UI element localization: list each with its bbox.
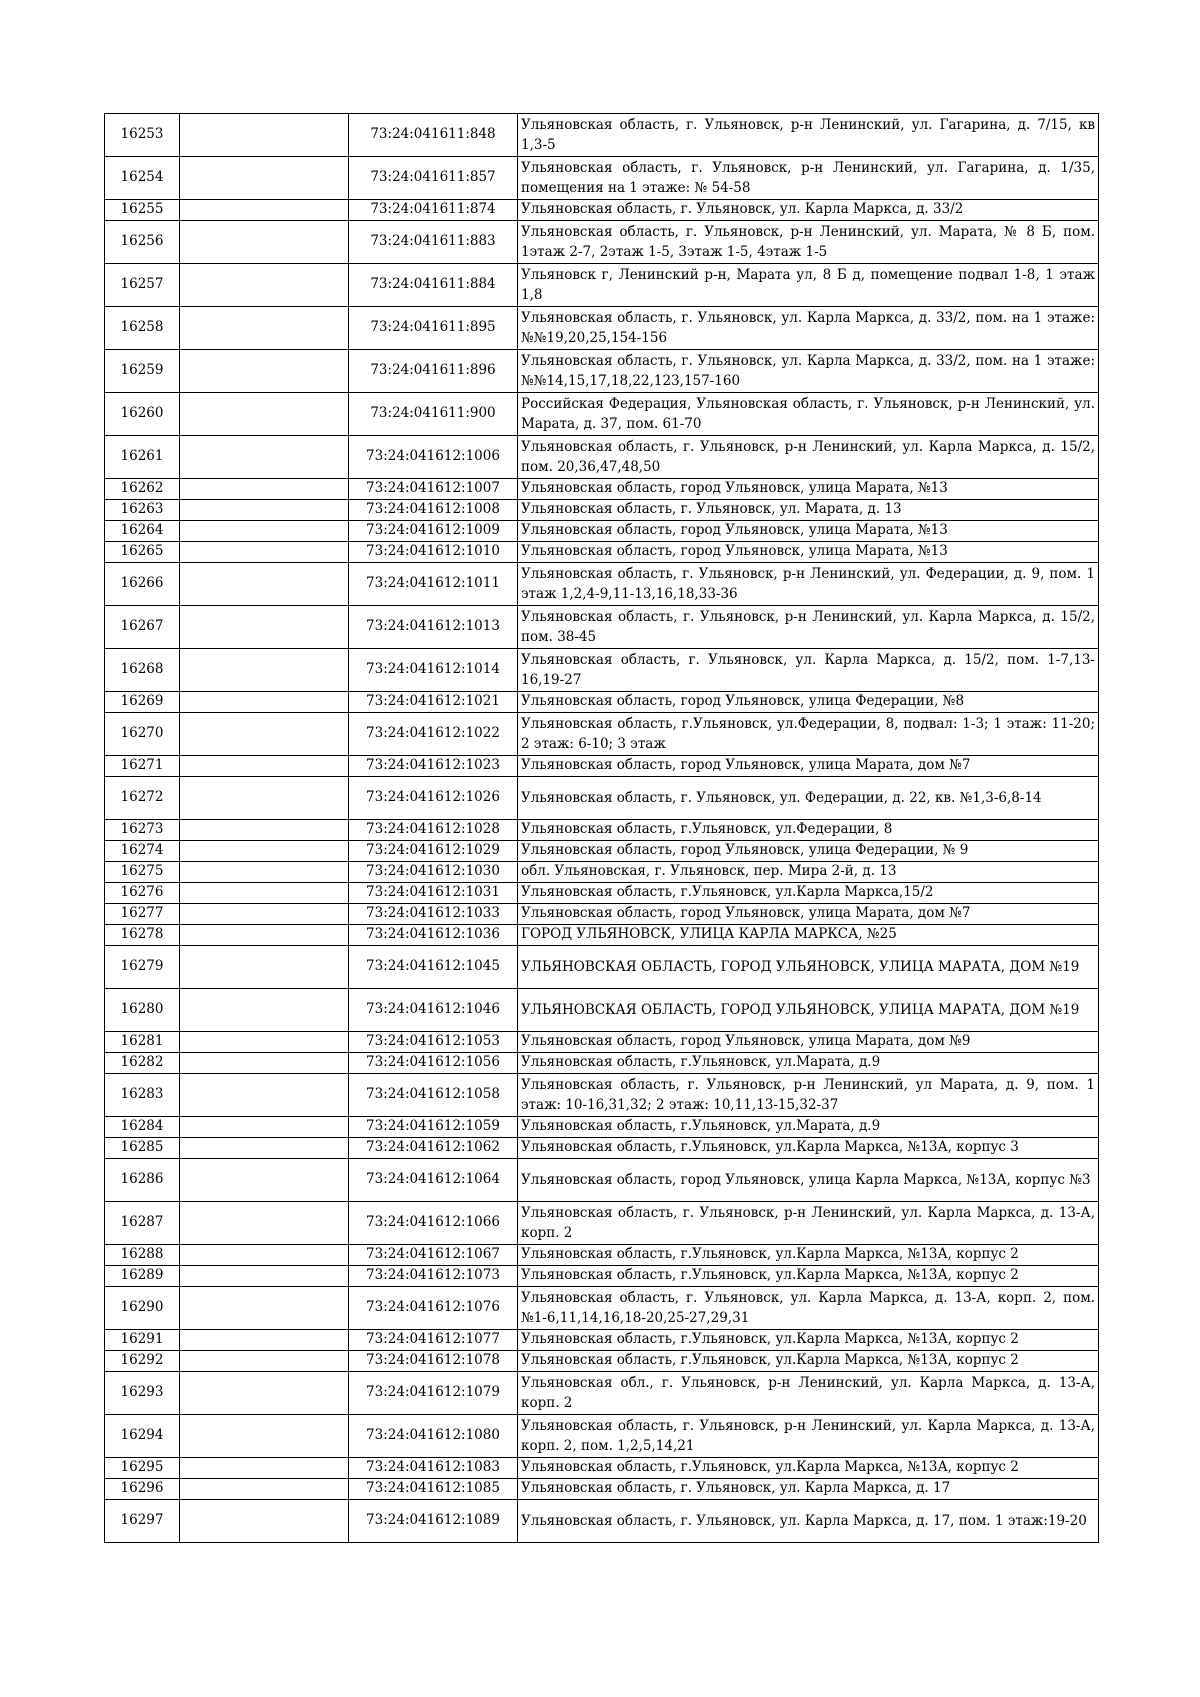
table-row: [105, 1372, 1099, 1415]
blank-cell: [180, 1415, 349, 1458]
row-number-cell: 16267: [105, 606, 180, 649]
table-row: [105, 1202, 1099, 1245]
cadastral-number-cell: 73:24:041612:1023: [349, 756, 518, 777]
address-cell: Ульяновская область, город Ульяновск, улица Марата, №13: [518, 479, 1099, 500]
row-number-cell: 16261: [105, 436, 180, 479]
address-cell: Ульяновская область, г. Ульяновск, ул. Карла Маркса, д. 13-А, корп. 2, пом. №1-6,11,14,16,18-20,25-27,29,31: [518, 1287, 1099, 1330]
table-row: [105, 606, 1099, 649]
address-cell: Ульяновская область, г. Ульяновск, р-н Ленинский, ул. Карла Маркса, д. 15/2, пом. 38-45: [518, 606, 1099, 649]
table-row: [105, 436, 1099, 479]
address-cell: Ульяновская область, город Ульяновск, улица Марата, №13: [518, 542, 1099, 563]
row-number-cell: 16266: [105, 563, 180, 606]
address-cell: Ульяновская область, г.Ульяновск, ул.Федерации, 8: [518, 820, 1099, 841]
cadastral-number-cell: 73:24:041612:1083: [349, 1458, 518, 1479]
row-number-cell: 16260: [105, 393, 180, 436]
row-number-cell: 16255: [105, 200, 180, 221]
table-row: [105, 1159, 1099, 1202]
address-cell: Ульяновская область, город Ульяновск, улица Марата, дом №7: [518, 904, 1099, 925]
cadastral-number-cell: 73:24:041612:1076: [349, 1287, 518, 1330]
table-row: [105, 542, 1099, 563]
table-row: [105, 1266, 1099, 1287]
cadastral-number-cell: 73:24:041612:1078: [349, 1351, 518, 1372]
table-row: [105, 1351, 1099, 1372]
blank-cell: [180, 841, 349, 862]
cadastral-number-cell: 73:24:041612:1067: [349, 1245, 518, 1266]
row-number-cell: 16294: [105, 1415, 180, 1458]
row-number-cell: 16259: [105, 350, 180, 393]
table-row: [105, 756, 1099, 777]
row-number-cell: 16270: [105, 713, 180, 756]
blank-cell: [180, 820, 349, 841]
address-cell: Ульяновская область, г.Ульяновск, ул.Карла Маркса,15/2: [518, 883, 1099, 904]
address-cell: Ульяновская область, г. Ульяновск, ул. Федерации, д. 22, кв. №1,3-6,8-14: [518, 777, 1099, 820]
table-row: [105, 200, 1099, 221]
row-number-cell: 16282: [105, 1053, 180, 1074]
row-number-cell: 16283: [105, 1074, 180, 1117]
blank-cell: [180, 1245, 349, 1266]
cadastral-number-cell: 73:24:041612:1053: [349, 1032, 518, 1053]
blank-cell: [180, 606, 349, 649]
blank-cell: [180, 521, 349, 542]
blank-cell: [180, 563, 349, 606]
address-cell: Ульяновск г, Ленинский р-н, Марата ул, 8 Б д, помещение подвал 1-8, 1 этаж 1,8: [518, 264, 1099, 307]
row-number-cell: 16288: [105, 1245, 180, 1266]
cadastral-number-cell: 73:24:041612:1089: [349, 1500, 518, 1543]
row-number-cell: 16253: [105, 114, 180, 157]
table-row: [105, 393, 1099, 436]
blank-cell: [180, 1330, 349, 1351]
row-number-cell: 16287: [105, 1202, 180, 1245]
cadastral-number-cell: 73:24:041612:1029: [349, 841, 518, 862]
row-number-cell: 16285: [105, 1138, 180, 1159]
row-number-cell: 16271: [105, 756, 180, 777]
cadastral-number-cell: 73:24:041611:895: [349, 307, 518, 350]
cadastral-number-cell: 73:24:041612:1045: [349, 946, 518, 989]
blank-cell: [180, 1287, 349, 1330]
blank-cell: [180, 500, 349, 521]
registry-table-body: [105, 114, 1099, 1543]
cadastral-number-cell: 73:24:041612:1033: [349, 904, 518, 925]
table-row: [105, 1138, 1099, 1159]
cadastral-number-cell: 73:24:041612:1079: [349, 1372, 518, 1415]
cadastral-number-cell: 73:24:041612:1030: [349, 862, 518, 883]
blank-cell: [180, 883, 349, 904]
address-cell: Ульяновская область, г.Ульяновск, ул.Карла Маркса, №13А, корпус 3: [518, 1138, 1099, 1159]
address-cell: Ульяновская область, г. Ульяновск, р-н Ленинский, ул. Гагарина, д. 1/35, помещения на 1 этаже: № 54-58: [518, 157, 1099, 200]
row-number-cell: 16264: [105, 521, 180, 542]
cadastral-number-cell: 73:24:041612:1036: [349, 925, 518, 946]
cadastral-number-cell: 73:24:041612:1011: [349, 563, 518, 606]
table-row: [105, 777, 1099, 820]
blank-cell: [180, 1458, 349, 1479]
row-number-cell: 16280: [105, 989, 180, 1032]
address-cell: Ульяновская область, г.Ульяновск, ул.Карла Маркса, №13А, корпус 2: [518, 1458, 1099, 1479]
cadastral-number-cell: 73:24:041612:1022: [349, 713, 518, 756]
blank-cell: [180, 1202, 349, 1245]
row-number-cell: 16296: [105, 1479, 180, 1500]
table-row: [105, 1415, 1099, 1458]
address-cell: обл. Ульяновская, г. Ульяновск, пер. Мира 2-й, д. 13: [518, 862, 1099, 883]
property-registry-table: [104, 113, 1099, 1543]
address-cell: Ульяновская область, город Ульяновск, улица Карла Маркса, №13А, корпус №3: [518, 1159, 1099, 1202]
table-row: [105, 264, 1099, 307]
blank-cell: [180, 1074, 349, 1117]
address-cell: Ульяновская область, г. Ульяновск, ул. Карла Маркса, д. 33/2, пом. на 1 этаже: №№14,15,17,18,22,123,157-160: [518, 350, 1099, 393]
table-row: [105, 904, 1099, 925]
blank-cell: [180, 756, 349, 777]
address-cell: Ульяновская область, г. Ульяновск, ул. Карла Маркса, д. 15/2, пом. 1-7,13-16,19-27: [518, 649, 1099, 692]
cadastral-number-cell: 73:24:041612:1014: [349, 649, 518, 692]
blank-cell: [180, 946, 349, 989]
row-number-cell: 16257: [105, 264, 180, 307]
blank-cell: [180, 1372, 349, 1415]
address-cell: Ульяновская область, г. Ульяновск, р-н Ленинский, ул. Карла Маркса, д. 13-А, корп. 2: [518, 1202, 1099, 1245]
row-number-cell: 16256: [105, 221, 180, 264]
blank-cell: [180, 221, 349, 264]
cadastral-number-cell: 73:24:041612:1021: [349, 692, 518, 713]
row-number-cell: 16273: [105, 820, 180, 841]
blank-cell: [180, 777, 349, 820]
table-row: [105, 1245, 1099, 1266]
cadastral-number-cell: 73:24:041612:1028: [349, 820, 518, 841]
cadastral-number-cell: 73:24:041612:1059: [349, 1117, 518, 1138]
cadastral-number-cell: 73:24:041611:896: [349, 350, 518, 393]
blank-cell: [180, 989, 349, 1032]
table-row: [105, 563, 1099, 606]
cadastral-number-cell: 73:24:041612:1007: [349, 479, 518, 500]
row-number-cell: 16269: [105, 692, 180, 713]
blank-cell: [180, 1266, 349, 1287]
address-cell: Ульяновская область, город Ульяновск, улица Федерации, №8: [518, 692, 1099, 713]
table-row: [105, 925, 1099, 946]
table-row: [105, 521, 1099, 542]
row-number-cell: 16258: [105, 307, 180, 350]
table-row: [105, 1479, 1099, 1500]
cadastral-number-cell: 73:24:041611:874: [349, 200, 518, 221]
table-row: [105, 841, 1099, 862]
address-cell: ГОРОД УЛЬЯНОВСК, УЛИЦА КАРЛА МАРКСА, №25: [518, 925, 1099, 946]
table-row: [105, 883, 1099, 904]
address-cell: Ульяновская область, г. Ульяновск, р-н Ленинский, ул Марата, д. 9, пом. 1 этаж: 10-16,31,32; 2 этаж: 10,11,13-15,32-37: [518, 1074, 1099, 1117]
address-cell: Ульяновская область, г. Ульяновск, ул. Карла Маркса, д. 17, пом. 1 этаж:19-20: [518, 1500, 1099, 1543]
table-row: [105, 1330, 1099, 1351]
address-cell: Ульяновская область, г.Ульяновск, ул.Карла Маркса, №13А, корпус 2: [518, 1330, 1099, 1351]
table-row: [105, 1053, 1099, 1074]
table-row: [105, 692, 1099, 713]
table-row: [105, 1500, 1099, 1543]
address-cell: УЛЬЯНОВСКАЯ ОБЛАСТЬ, ГОРОД УЛЬЯНОВСК, УЛИЦА МАРАТА, ДОМ №19: [518, 989, 1099, 1032]
row-number-cell: 16263: [105, 500, 180, 521]
table-row: [105, 350, 1099, 393]
cadastral-number-cell: 73:24:041612:1066: [349, 1202, 518, 1245]
address-cell: Ульяновская область, г.Ульяновск, ул.Марата, д.9: [518, 1053, 1099, 1074]
blank-cell: [180, 479, 349, 500]
address-cell: Ульяновская область, г. Ульяновск, ул. Карла Маркса, д. 33/2: [518, 200, 1099, 221]
cadastral-number-cell: 73:24:041611:848: [349, 114, 518, 157]
address-cell: Ульяновская область, г.Ульяновск, ул.Карла Маркса, №13А, корпус 2: [518, 1351, 1099, 1372]
address-cell: Ульяновская область, г. Ульяновск, р-н Ленинский, ул. Марата, № 8 Б, пом. 1этаж 2-7, 2этаж 1-5, 3этаж 1-5, 4этаж 1-5: [518, 221, 1099, 264]
row-number-cell: 16293: [105, 1372, 180, 1415]
row-number-cell: 16274: [105, 841, 180, 862]
blank-cell: [180, 713, 349, 756]
row-number-cell: 16286: [105, 1159, 180, 1202]
cadastral-number-cell: 73:24:041612:1085: [349, 1479, 518, 1500]
address-cell: Ульяновская область, город Ульяновск, улица Марата, дом №9: [518, 1032, 1099, 1053]
table-row: [105, 221, 1099, 264]
blank-cell: [180, 393, 349, 436]
cadastral-number-cell: 73:24:041612:1062: [349, 1138, 518, 1159]
cadastral-number-cell: 73:24:041612:1064: [349, 1159, 518, 1202]
table-row: [105, 820, 1099, 841]
row-number-cell: 16284: [105, 1117, 180, 1138]
blank-cell: [180, 1351, 349, 1372]
blank-cell: [180, 436, 349, 479]
blank-cell: [180, 542, 349, 563]
blank-cell: [180, 904, 349, 925]
address-cell: Ульяновская область, г. Ульяновск, ул. Марата, д. 13: [518, 500, 1099, 521]
table-row: [105, 157, 1099, 200]
blank-cell: [180, 1500, 349, 1543]
address-cell: Ульяновская область, г. Ульяновск, р-н Ленинский, ул. Карла Маркса, д. 15/2, пом. 20,36,47,48,50: [518, 436, 1099, 479]
row-number-cell: 16275: [105, 862, 180, 883]
blank-cell: [180, 350, 349, 393]
address-cell: Ульяновская область, город Ульяновск, улица Федерации, № 9: [518, 841, 1099, 862]
cadastral-number-cell: 73:24:041612:1031: [349, 883, 518, 904]
cadastral-number-cell: 73:24:041612:1026: [349, 777, 518, 820]
blank-cell: [180, 925, 349, 946]
row-number-cell: 16290: [105, 1287, 180, 1330]
cadastral-number-cell: 73:24:041611:884: [349, 264, 518, 307]
table-row: [105, 114, 1099, 157]
table-row: [105, 1117, 1099, 1138]
blank-cell: [180, 1053, 349, 1074]
table-row: [105, 307, 1099, 350]
blank-cell: [180, 114, 349, 157]
cadastral-number-cell: 73:24:041612:1008: [349, 500, 518, 521]
table-row: [105, 1287, 1099, 1330]
row-number-cell: 16265: [105, 542, 180, 563]
row-number-cell: 16268: [105, 649, 180, 692]
cadastral-number-cell: 73:24:041612:1046: [349, 989, 518, 1032]
blank-cell: [180, 1117, 349, 1138]
cadastral-number-cell: 73:24:041612:1006: [349, 436, 518, 479]
table-row: [105, 946, 1099, 989]
blank-cell: [180, 1479, 349, 1500]
blank-cell: [180, 862, 349, 883]
cadastral-number-cell: 73:24:041611:857: [349, 157, 518, 200]
cadastral-number-cell: 73:24:041612:1013: [349, 606, 518, 649]
table-row: [105, 1032, 1099, 1053]
address-cell: Ульяновская область, город Ульяновск, улица Марата, №13: [518, 521, 1099, 542]
blank-cell: [180, 157, 349, 200]
table-row: [105, 1458, 1099, 1479]
table-row: [105, 713, 1099, 756]
blank-cell: [180, 1159, 349, 1202]
cadastral-number-cell: 73:24:041611:900: [349, 393, 518, 436]
address-cell: Ульяновская область, г. Ульяновск, ул. Карла Маркса, д. 17: [518, 1479, 1099, 1500]
row-number-cell: 16279: [105, 946, 180, 989]
cadastral-number-cell: 73:24:041612:1058: [349, 1074, 518, 1117]
blank-cell: [180, 1138, 349, 1159]
address-cell: Ульяновская область, г. Ульяновск, р-н Ленинский, ул. Карла Маркса, д. 13-А, корп. 2, пом. 1,2,5,14,21: [518, 1415, 1099, 1458]
row-number-cell: 16278: [105, 925, 180, 946]
address-cell: Ульяновская область, г. Ульяновск, р-н Ленинский, ул. Федерации, д. 9, пом. 1 этаж 1,2,4-9,11-13,16,18,33-36: [518, 563, 1099, 606]
blank-cell: [180, 264, 349, 307]
row-number-cell: 16262: [105, 479, 180, 500]
row-number-cell: 16276: [105, 883, 180, 904]
row-number-cell: 16281: [105, 1032, 180, 1053]
row-number-cell: 16297: [105, 1500, 180, 1543]
table-row: [105, 500, 1099, 521]
table-row: [105, 862, 1099, 883]
row-number-cell: 16291: [105, 1330, 180, 1351]
cadastral-number-cell: 73:24:041612:1009: [349, 521, 518, 542]
address-cell: Ульяновская область, г.Ульяновск, ул.Карла Маркса, №13А, корпус 2: [518, 1266, 1099, 1287]
cadastral-number-cell: 73:24:041612:1056: [349, 1053, 518, 1074]
table-row: [105, 479, 1099, 500]
blank-cell: [180, 1032, 349, 1053]
table-row: [105, 649, 1099, 692]
cadastral-number-cell: 73:24:041612:1080: [349, 1415, 518, 1458]
table-row: [105, 1074, 1099, 1117]
address-cell: Ульяновская обл., г. Ульяновск, р-н Ленинский, ул. Карла Маркса, д. 13-А, корп. 2: [518, 1372, 1099, 1415]
cadastral-number-cell: 73:24:041612:1073: [349, 1266, 518, 1287]
row-number-cell: 16277: [105, 904, 180, 925]
cadastral-number-cell: 73:24:041611:883: [349, 221, 518, 264]
blank-cell: [180, 200, 349, 221]
table-row: [105, 989, 1099, 1032]
row-number-cell: 16289: [105, 1266, 180, 1287]
row-number-cell: 16272: [105, 777, 180, 820]
address-cell: Ульяновская область, г.Ульяновск, ул.Марата, д.9: [518, 1117, 1099, 1138]
address-cell: Ульяновская область, г. Ульяновск, ул. Карла Маркса, д. 33/2, пом. на 1 этаже: №№19,20,25,154-156: [518, 307, 1099, 350]
address-cell: Ульяновская область, г.Ульяновск, ул.Федерации, 8, подвал: 1-3; 1 этаж: 11-20; 2 этаж: 6-10; 3 этаж: [518, 713, 1099, 756]
row-number-cell: 16292: [105, 1351, 180, 1372]
address-cell: Российская Федерация, Ульяновская область, г. Ульяновск, р-н Ленинский, ул. Марата, д. 37, пом. 61-70: [518, 393, 1099, 436]
row-number-cell: 16295: [105, 1458, 180, 1479]
address-cell: Ульяновская область, г. Ульяновск, р-н Ленинский, ул. Гагарина, д. 7/15, кв 1,3-5: [518, 114, 1099, 157]
cadastral-number-cell: 73:24:041612:1077: [349, 1330, 518, 1351]
blank-cell: [180, 307, 349, 350]
blank-cell: [180, 692, 349, 713]
address-cell: Ульяновская область, город Ульяновск, улица Марата, дом №7: [518, 756, 1099, 777]
address-cell: Ульяновская область, г.Ульяновск, ул.Карла Маркса, №13А, корпус 2: [518, 1245, 1099, 1266]
blank-cell: [180, 649, 349, 692]
row-number-cell: 16254: [105, 157, 180, 200]
cadastral-number-cell: 73:24:041612:1010: [349, 542, 518, 563]
address-cell: УЛЬЯНОВСКАЯ ОБЛАСТЬ, ГОРОД УЛЬЯНОВСК, УЛИЦА МАРАТА, ДОМ №19: [518, 946, 1099, 989]
